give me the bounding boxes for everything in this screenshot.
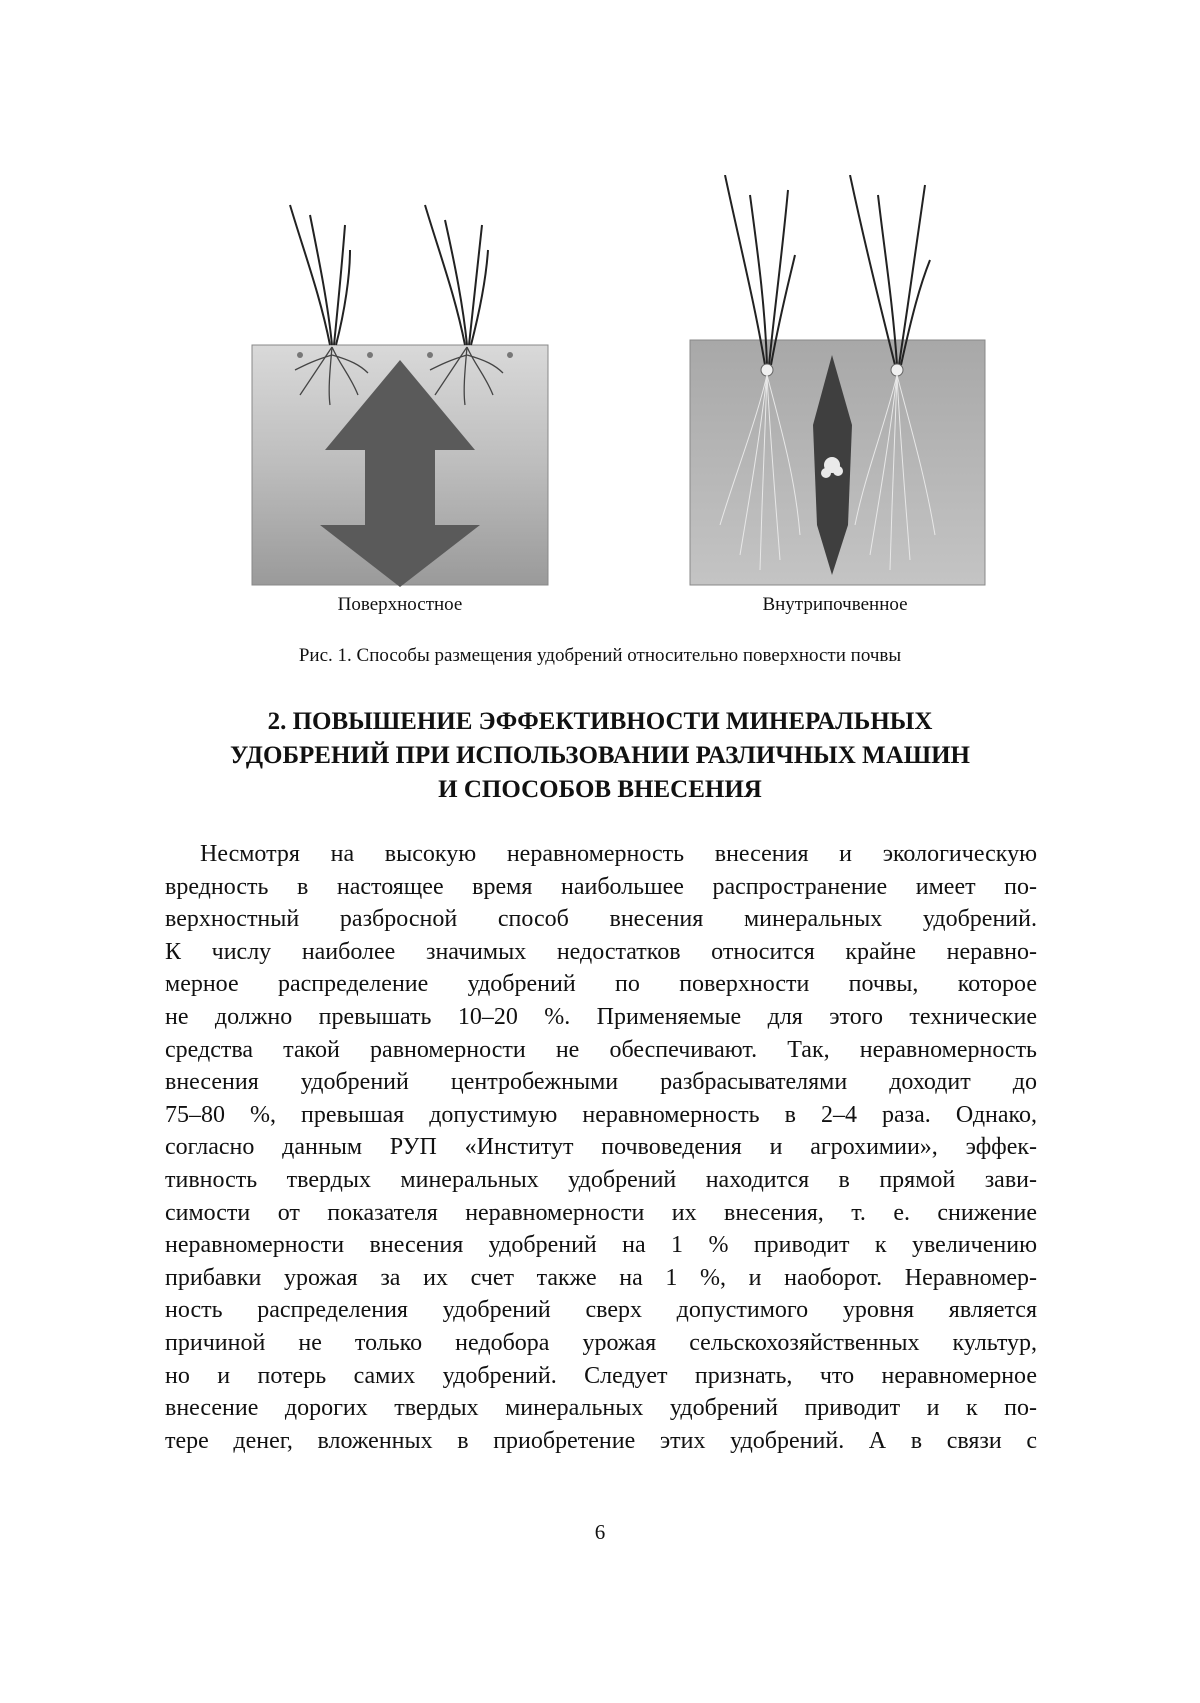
plant-right (425, 205, 488, 345)
paragraph-line: Несмотря на высокую неравномерность внесения и экологическую (200, 841, 1037, 867)
paragraph-line: мерное распределение удобрений по поверхности почвы, которое (165, 971, 1037, 998)
figure-subsurface-application (680, 175, 990, 590)
figure-label-subsurface: Внутрипочвенное (762, 594, 908, 615)
section-heading (130, 705, 1070, 807)
paragraph-line: верхностный разбросной способ внесения минеральных удобрений. (165, 906, 1037, 933)
plant-right (850, 175, 930, 365)
figure-label-surface: Поверхностное (337, 594, 463, 615)
figure-caption: Рис. 1. Способы размещения удобрений относительно поверхности почвы (298, 645, 902, 666)
paragraph-line: внесение дорогих твердых минеральных удобрений приводит и к по- (165, 1395, 1037, 1422)
paragraph-line: тивность твердых минеральных удобрений находится в прямой зави- (165, 1166, 1037, 1193)
heading-line: УДОБРЕНИЙ ПРИ ИСПОЛЬЗОВАНИИ РАЗЛИЧНЫХ МАШИН (230, 742, 970, 769)
paragraph-line: внесения удобрений центробежными разбрасывателями доходит до (165, 1069, 1037, 1096)
paragraph-line: 75–80 %, превышая допустимую неравномерность в 2–4 раза. Однако, (165, 1101, 1037, 1128)
paragraph-line: причиной не только недобора урожая сельскохозяйственных культур, (165, 1329, 1037, 1356)
surface-application-illustration (250, 195, 550, 590)
paragraph-line: тере денег, вложенных в приобретение этих удобрений. А в связи с (165, 1427, 1037, 1454)
paragraph-line: не должно превышать 10–20 %. Применяемые для этого технические (165, 1003, 1037, 1030)
subsurface-application-illustration (680, 175, 990, 590)
paragraph-line: согласно данным РУП «Институт почвоведения и агрохимии», эффек- (165, 1134, 1037, 1161)
plant-left (290, 205, 350, 345)
paragraph-line: вредность в настоящее время наибольшее распространение имеет по- (165, 873, 1037, 900)
paragraph-line: К числу наиболее значимых недостатков относится крайне неравно- (165, 938, 1037, 965)
paragraph-line: средства такой равномерности не обеспечивают. Так, неравномерность (165, 1036, 1037, 1063)
paragraph-line: прибавки урожая за их счет также на 1 %, и наоборот. Неравномер- (165, 1264, 1037, 1291)
paragraph-line: симости от показателя неравномерности их внесения, т. е. снижение (165, 1199, 1037, 1226)
heading-line: И СПОСОБОВ ВНЕСЕНИЯ (438, 776, 762, 803)
page-number: 6 (594, 1520, 606, 1544)
body-paragraph (165, 838, 1037, 1457)
paragraph-line: но и потерь самих удобрений. Следует признать, что неравномерное (165, 1362, 1037, 1389)
heading-line: 2. ПОВЫШЕНИЕ ЭФФЕКТИВНОСТИ МИНЕРАЛЬНЫХ (267, 708, 933, 735)
plant-left (725, 175, 795, 365)
paragraph-line: неравномерности внесения удобрений на 1 % приводит к увеличению (165, 1232, 1037, 1259)
paragraph-line: ность распределения удобрений сверх допустимого уровня является (165, 1297, 1037, 1324)
figure-surface-application (250, 195, 550, 590)
